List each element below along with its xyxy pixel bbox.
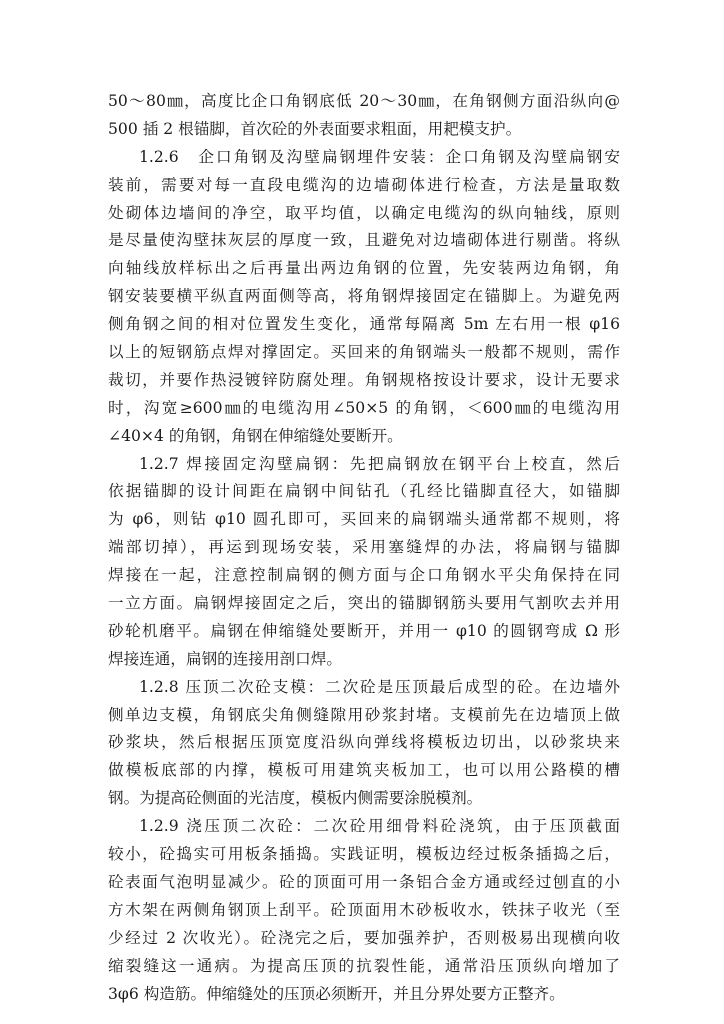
paragraph-p127-line: 一立方面。扁钢焊接固定之后，突出的锚脚钢筋头要用气割吹去并用	[108, 594, 620, 613]
paragraph-p126-line: 是尽量使沟壁抹灰层的厚度一致，且避免对边墙砌体进行剔凿。将纵	[108, 231, 620, 250]
paragraph-p126-line: 裁切，并要作热浸镀锌防腐处理。角钢规格按设计要求，设计无要求	[108, 370, 620, 389]
paragraph-p127-line: 为 φ6，则钻 φ10 圆孔即可，买回来的扁钢端头通常都不规则，将	[108, 510, 620, 529]
paragraph-p127-line: 砂轮机磨平。扁钢在伸缩缝处要断开，并用一 φ10 的圆钢弯成 Ω 形	[108, 621, 620, 640]
paragraph-p126-line: 侧角钢之间的相对位置发生变化，通常每隔离 5m 左右用一根 φ16	[108, 315, 620, 334]
paragraph-p127-line: 依据锚脚的设计间距在扁钢中间钻孔（孔经比锚脚直径大，如锚脚	[108, 482, 620, 501]
paragraph-p128-line: 砂浆块，然后根据压顶宽度沿纵向弹线将模板边切出，以砂浆块来	[108, 733, 620, 752]
paragraph-p126-line: 装前，需要对每一直段电缆沟的边墙砌体进行检查，方法是量取数	[108, 175, 620, 194]
paragraph-p126-line: 处砌体边墙间的净空，取平均值，以确定电缆沟的纵向轴线，原则	[108, 203, 620, 222]
paragraph-p128-line: 1.2.8 压顶二次砼支模：二次砼是压顶最后成型的砼。在边墙外	[139, 677, 620, 696]
document-body	[108, 88, 620, 1008]
paragraph-p126-line: 钢安装要横平纵直两面侧等高，将角钢焊接固定在锚脚上。为避免两	[108, 287, 620, 306]
paragraph-p128-line: 侧单边支模，角钢底尖角侧缝隙用砂浆封堵。支模前先在边墙顶上做	[108, 705, 620, 724]
paragraph-p129-line: 缩裂缝这一通病。为提高压顶的抗裂性能，通常沿压顶纵向增加了	[108, 956, 620, 975]
paragraph-p129-line: 方木架在两侧角钢顶上刮平。砼顶面用木砂板收水，铁抹子收光（至	[108, 900, 620, 919]
paragraph-p129-line: 3φ6 构造筋。伸缩缝处的压顶必须断开，并且分界处要方正整齐。	[108, 984, 565, 1003]
paragraph-p128-line: 钢。为提高砼侧面的光洁度，模板内侧需要涂脱模剂。	[108, 789, 483, 808]
paragraph-p128-line: 做模板底部的内撑，模板可用建筑夹板加工，也可以用公路模的槽	[108, 761, 620, 780]
paragraph-p126-line: 以上的短钢筋点焊对撑固定。买回来的角钢端头一般都不规则，需作	[108, 343, 620, 362]
paragraph-p127-line: 焊接在一起，注意控制扁钢的侧方面与企口角钢水平尖角保持在同	[108, 566, 620, 585]
paragraph-p126-line: 时，沟宽≥600㎜的电缆沟用∠50×5 的角钢，＜600㎜的电缆沟用	[108, 398, 620, 417]
paragraph-p129-line: 少经过 2 次收光）。砼浇完之后，要加强养护，否则极易出现横向收	[108, 928, 620, 947]
paragraph-p0-line: 500 插 2 根锚脚，首次砼的外表面要求粗面，用耙模支护。	[108, 119, 522, 138]
paragraph-p126-line: 向轴线放样标出之后再量出两边角钢的位置，先安装两边角钢，角	[108, 259, 620, 278]
paragraph-p129-line: 较小，砼捣实可用板条插捣。实践证明，模板边经过板条插捣之后，	[108, 845, 620, 864]
paragraph-p127-line: 1.2.7 焊接固定沟壁扁钢：先把扁钢放在钢平台上校直，然后	[139, 454, 620, 473]
paragraph-p126-line: 1.2.6 企口角钢及沟壁扁钢埋件安装：企口角钢及沟壁扁钢安	[139, 147, 620, 166]
paragraph-p126-line: ∠40×4 的角钢，角钢在伸缩缝处要断开。	[108, 426, 403, 445]
paragraph-p127-line: 端部切掉），再运到现场安装，采用塞缝焊的办法，将扁钢与锚脚	[108, 538, 620, 557]
paragraph-p129-line: 砼表面气泡明显减少。砼的顶面可用一条铝合金方通或经过刨直的小	[108, 872, 620, 891]
paragraph-p0-line: 50～80㎜，高度比企口角钢底低 20～30㎜，在角钢侧方面沿纵向@	[108, 92, 620, 110]
paragraph-p127-line: 焊接连通，扁钢的连接用剖口焊。	[108, 649, 342, 668]
paragraph-p129-line: 1.2.9 浇压顶二次砼：二次砼用细骨料砼浇筑，由于压顶截面	[139, 817, 620, 836]
